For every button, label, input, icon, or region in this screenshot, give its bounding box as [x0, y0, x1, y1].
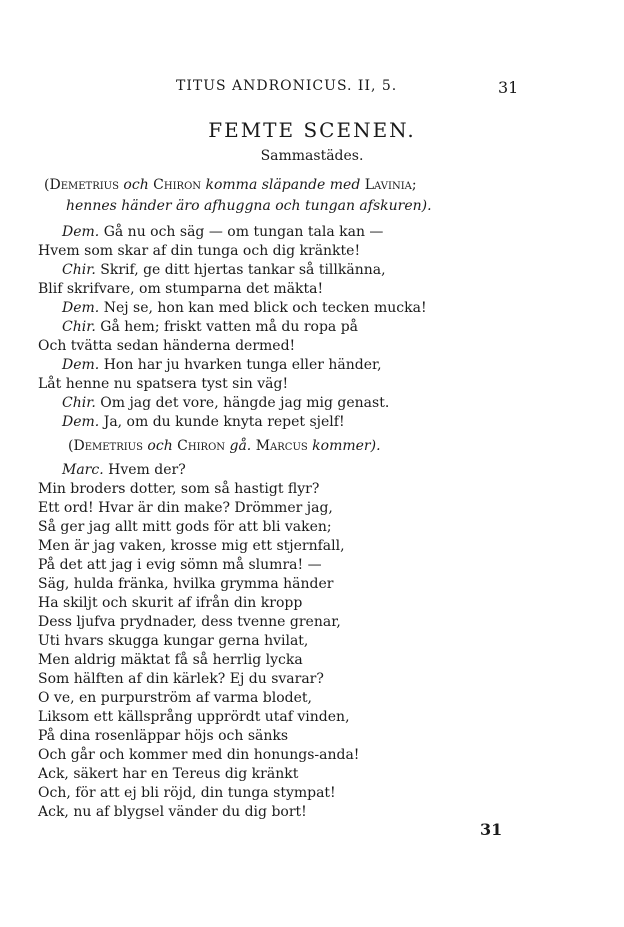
character-name: Chiron	[177, 438, 226, 454]
verse-line: Dem. Gå nu och säg — om tungan tala kan —	[62, 224, 384, 240]
verse-line: Så ger jag allt mitt gods för att bli vaken;	[38, 519, 332, 535]
verse-line: Låt henne nu spatsera tyst sin väg!	[38, 376, 289, 392]
page-header	[0, 78, 624, 98]
stage-direction-line: hennes händer äro afhuggna och tungan afskuren).	[66, 198, 432, 214]
scene-location: Sammastädes.	[260, 148, 364, 164]
character-name: Marcus	[255, 438, 308, 454]
verse-line: Dem. Nej se, hon kan med blick och tecken mucka!	[62, 300, 427, 316]
running-title: TITUS ANDRONICUS. II, 5.	[176, 78, 398, 94]
verse-line: Min broders dotter, som så hastigt flyr?	[38, 481, 320, 497]
speaker: Dem.	[62, 357, 100, 373]
scene-title: FEMTE SCENEN.	[208, 118, 416, 142]
verse-line: Liksom ett källsprång upprördt utaf vinden,	[38, 709, 350, 725]
character-name: Lavinia	[364, 177, 412, 193]
verse-line: Marc. Hvem der?	[62, 462, 186, 478]
speaker: Dem.	[62, 224, 100, 240]
verse-line: Chir. Skrif, ge ditt hjertas tankar så tillkänna,	[62, 262, 386, 278]
verse-line: Ack, nu af blygsel vänder du dig bort!	[38, 804, 307, 820]
verse-line: Men är jag vaken, krosse mig ett stjernfall,	[38, 538, 345, 554]
verse-line: Dem. Hon har ju hvarken tunga eller händer,	[62, 357, 382, 373]
verse-line: Ha skiljt och skurit af ifrån din kropp	[38, 595, 303, 611]
verse-line: Som hälften af din kärlek? Ej du svarar?	[38, 671, 324, 687]
stage-direction-line: (Demetrius och Chiron gå. Marcus kommer).	[68, 438, 381, 454]
verse-line: Och tvätta sedan händerna dermed!	[38, 338, 296, 354]
speaker: Marc.	[62, 462, 104, 478]
verse-line: Ett ord! Hvar är din make? Drömmer jag,	[38, 500, 333, 516]
verse-line: Chir. Om jag det vore, hängde jag mig genast.	[62, 395, 390, 411]
verse-line: Och går och kommer med din honungs-anda!	[38, 747, 360, 763]
verse-line: Chir. Gå hem; friskt vatten må du ropa på	[62, 319, 359, 335]
speaker: Dem.	[62, 414, 100, 430]
verse-line: Men aldrig mäktat få så herrlig lycka	[38, 652, 303, 668]
verse-line: På det att jag i evig sömn må slumra! —	[38, 557, 322, 573]
speaker: Chir.	[62, 395, 96, 411]
speaker: Chir.	[62, 262, 96, 278]
character-name: Demetrius	[49, 177, 119, 193]
speaker: Dem.	[62, 300, 100, 316]
verse-line: O ve, en purpurström af varma blodet,	[38, 690, 312, 706]
verse-line: Säg, hulda fränka, hvilka grymma händer	[38, 576, 334, 592]
character-name: Demetrius	[73, 438, 143, 454]
verse-line: Hvem som skar af din tunga och dig kränkte!	[38, 243, 361, 259]
verse-line: Dem. Ja, om du kunde knyta repet sjelf!	[62, 414, 345, 430]
stage-direction-line: (Demetrius och Chiron komma släpande med Lavinia;	[44, 177, 417, 193]
page-number-top: 31	[498, 78, 519, 97]
speaker: Chir.	[62, 319, 96, 335]
character-name: Chiron	[153, 177, 202, 193]
verse-line: Dess ljufva prydnader, dess tvenne grenar,	[38, 614, 341, 630]
verse-line: På dina rosenläppar höjs och sänks	[38, 728, 289, 744]
page-number-bottom: 31	[480, 820, 503, 839]
verse-line: Och, för att ej bli röjd, din tunga stympat!	[38, 785, 336, 801]
verse-line: Blif skrifvare, om stumparna det mäkta!	[38, 281, 324, 297]
verse-line: Uti hvars skugga kungar gerna hvilat,	[38, 633, 309, 649]
verse-line: Ack, säkert har en Tereus dig kränkt	[38, 766, 299, 782]
